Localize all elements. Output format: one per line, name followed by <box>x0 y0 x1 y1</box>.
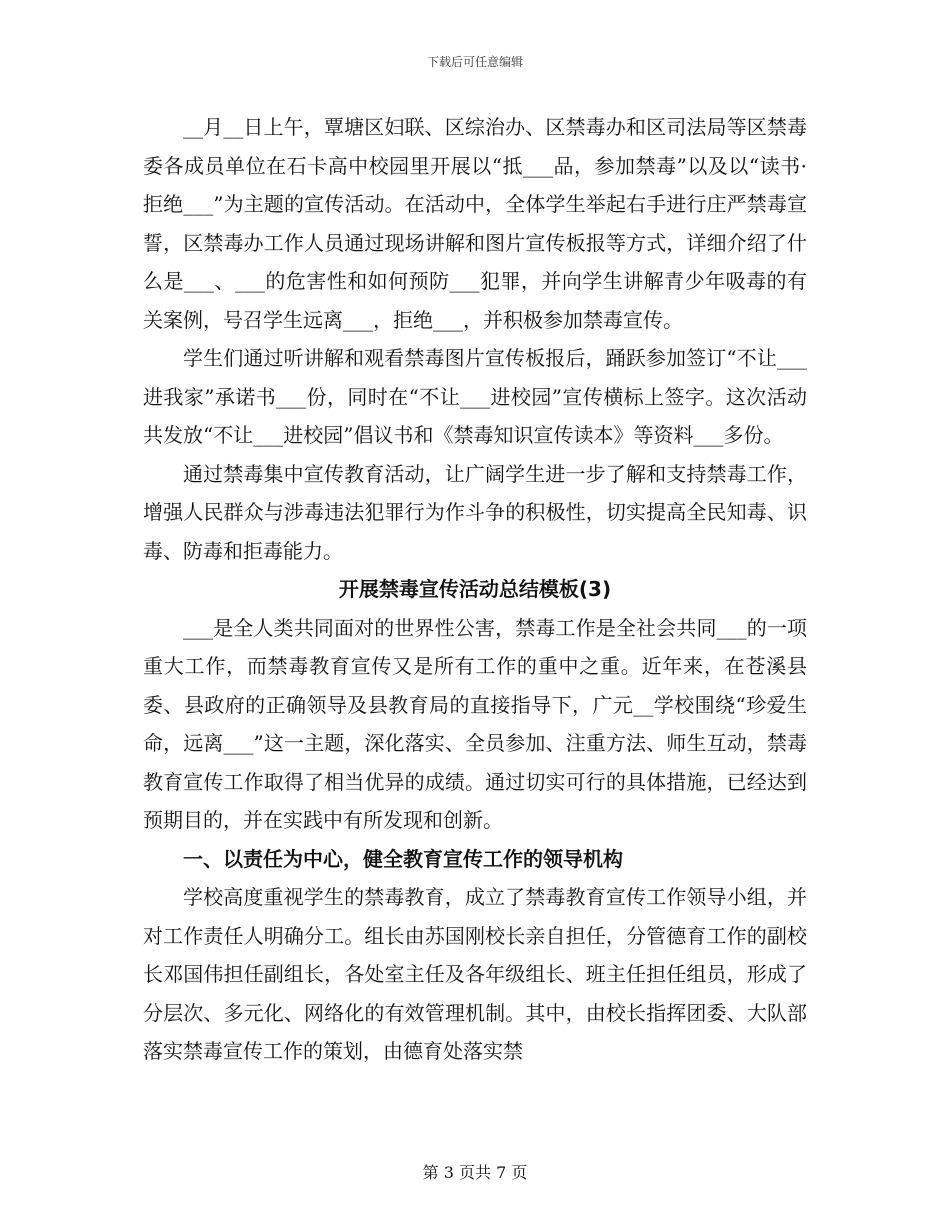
paragraph-2: 学生们通过听讲解和观看禁毒图片宣传板报后，踊跃参加签订“不让___进我家”承诺书___份，同时在“不让___进校园”宣传横标上签字。这次活动共发放“不让___进校园”倡议书和《禁毒知识宣传读本》等资料___多份。 <box>143 346 807 447</box>
paragraph-4: ___是全人类共同面对的世界性公害，禁毒工作是全社会共同___的一项重大工作，而禁毒教育宣传又是所有工作的重中之重。近年来，在苍溪县委、县政府的正确领导及县教育局的直接指导下，广元__学校围绕“珍爱生命，远离___”这一主题，深化落实、全员参加、注重方法、师生互动，禁毒教育宣传工作取得了相当优异的成绩。通过切实可行的具体措施，已经达到预期目的，并在实践中有所发现和创新。 <box>143 615 807 832</box>
document-body <box>143 108 807 1071</box>
section-title: 开展禁毒宣传活动总结模板(3) <box>338 577 612 601</box>
section-heading-1: 一、以责任为中心，健全教育宣传工作的领导机构 <box>183 846 623 871</box>
page-footer: 第 3 页共 7 页 <box>422 1163 528 1182</box>
page-header: 下载后可任意编辑 <box>426 55 523 69</box>
paragraph-3: 通过禁毒集中宣传教育活动，让广阔学生进一步了解和支持禁毒工作，增强人民群众与涉毒违法犯罪行为作斗争的积极性，切实提高全民知毒、识毒、防毒和拒毒能力。 <box>143 461 807 563</box>
paragraph-5: 学校高度重视学生的禁毒教育，成立了禁毒教育宣传工作领导小组，并对工作责任人明确分工。组长由苏国刚校长亲自担任，分管德育工作的副校长邓国伟担任副组长，各处室主任及各年级组长、班主任担任组员，形成了分层次、多元化、网络化的有效管理机制。其中，由校长指挥团委、大队部落实禁毒宣传工作的策划，由德育处落实禁 <box>143 885 807 1063</box>
paragraph-1: __月__日上午，覃塘区妇联、区综治办、区禁毒办和区司法局等区禁毒委各成员单位在石卡高中校园里开展以“抵___品，参加禁毒”以及以“读书·拒绝___”为主题的宣传活动。在活动中，全体学生举起右手进行庄严禁毒宣誓，区禁毒办工作人员通过现场讲解和图片宣传板报等方式，详细介绍了什么是___、___的危害性和如何预防___犯罪，并向学生讲解青少年吸毒的有关案例，号召学生远离___，拒绝___，并积极参加禁毒宣传。 <box>143 115 807 332</box>
